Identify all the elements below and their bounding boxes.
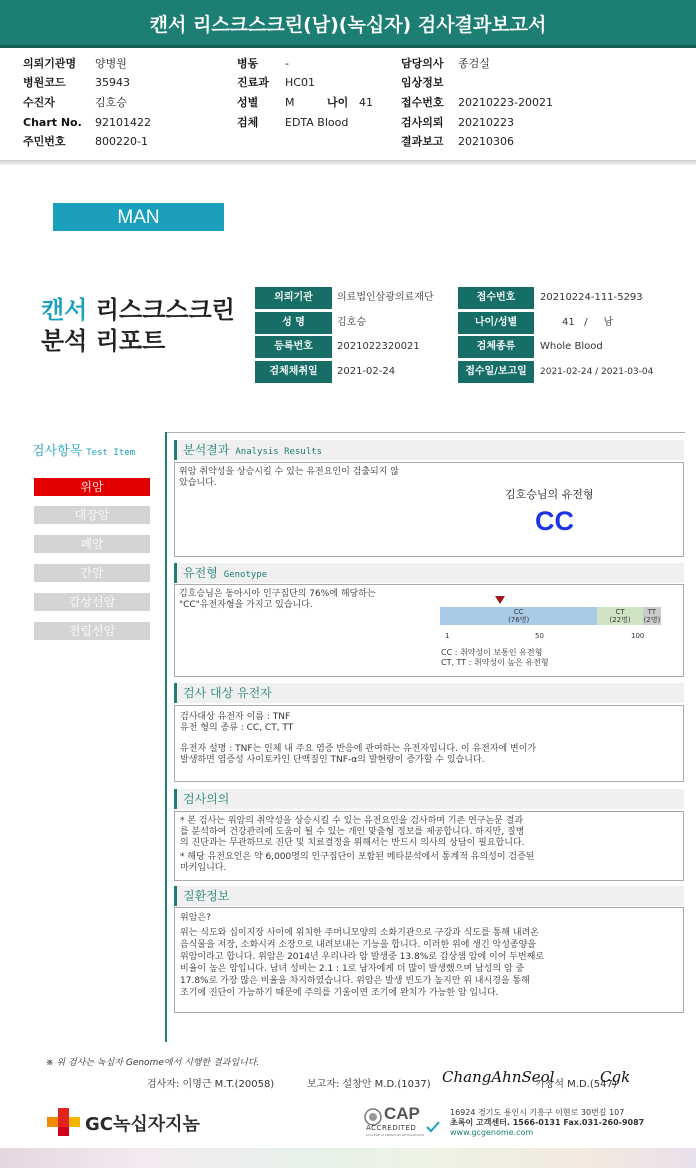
content-divider <box>165 432 167 1042</box>
examiner-sign: 검사자: 이명근 M.T.(20058) <box>147 1079 275 1090</box>
report-subtitle: 분석 리포트 <box>41 327 166 355</box>
ht-value-specimen: Whole Blood <box>540 341 603 352</box>
significance-line-5: 마커입니다. <box>180 863 227 873</box>
ht-label-age-sex: 나이/성별 <box>458 312 534 334</box>
bar-segment-ct: CT (22명) <box>597 607 643 625</box>
analysis-text-1: 위암 취약성을 상승시킬 수 있는 유전요인이 검출되지 않 <box>179 467 399 477</box>
genotype-result: CC <box>535 506 574 536</box>
checkmark-icon <box>426 1121 440 1133</box>
disease-line-2: 음식물을 저장, 소화시켜 소장으로 내려보내는 기능을 합니다. 이러한 위에 생긴 악성종양을 <box>180 940 537 950</box>
info-doctor: 담당의사 종검실 <box>401 57 490 70</box>
approver-sign: 기창석 M.D.(547) <box>535 1079 617 1090</box>
disease-line-5: 17.8%로 가장 많은 비율을 차지하였습니다. 위암은 발생 빈도가 높지만 위 내시경을 통해 <box>180 976 530 986</box>
cap-accredited-logo: CAP ACCREDITED COLLEGE of AMERICAN PATHOLOGISTS <box>364 1106 444 1140</box>
info-receipt-no: 접수번호 20210223-20021 <box>401 96 553 109</box>
ht-value-age-sex: 41 / 남 <box>562 317 614 328</box>
sidebar-title: 검사항목 Test Item <box>32 444 136 459</box>
disease-line-4: 비율이 높은 암입니다. 남녀 성비는 2.1 : 1로 남자에게 더 많이 발생했으며 남성의 암 중 <box>180 964 525 974</box>
genotype-text-2: "CC"유전자형을 가지고 있습니다. <box>179 600 313 610</box>
info-hospital-name: 의뢰기관명 양병원 <box>23 57 127 70</box>
info-resident-no: 주민번호 800220-1 <box>23 135 148 148</box>
info-hospital-code: 병원코드 35943 <box>23 76 130 89</box>
disease-line-6: 조기에 진단이 가능하기 때문에 주의를 기울이면 조기에 완치가 가능한 암 입니다. <box>180 988 499 998</box>
info-department: 진료과 HC01 <box>237 76 315 89</box>
disease-heading: 위암은? <box>180 913 211 923</box>
ht-value-name: 김호승 <box>337 317 366 328</box>
target-gene-line-4: 발생하면 염증성 사이토카인 단백질인 TNF-α의 발현량이 증가할 수 있습니다. <box>180 755 485 765</box>
scale-tick-50: 50 <box>535 632 544 640</box>
analysis-text-2: 았습니다. <box>179 478 217 488</box>
bar-segment-cc: CC (76명) <box>440 607 597 625</box>
ht-label-institution: 의뢰기관 <box>255 287 332 309</box>
genotype-marker-icon <box>495 596 505 604</box>
info-clinical: 임상정보 <box>401 76 444 89</box>
disease-line-1: 위는 식도와 십이지장 사이에 위치한 주머니모양의 소화기관으로 구강과 식도를 통해 내려온 <box>180 928 539 938</box>
info-chart-no: Chart No. 92101422 <box>23 116 151 129</box>
ht-label-specimen: 검체종류 <box>458 336 534 358</box>
disease-line-3: 위암이라고 합니다. 위암은 2014년 우리나라 암 발생중 13.8%로 갑상샘 암에 이어 두번째로 <box>180 952 545 962</box>
info-ward: 병동 - <box>237 57 289 70</box>
ht-value-collect-date: 2021-02-24 <box>337 366 396 377</box>
gc-logo-text: GC녹십자지놈 <box>85 1114 200 1135</box>
section-target-gene-header: 검사 대상 유전자 <box>174 683 684 703</box>
info-report-date: 결과보고 20210306 <box>401 135 514 148</box>
target-gene-line-2: 유전 형의 종류 : CC, CT, TT <box>180 723 294 733</box>
significance-line-1: * 본 검사는 위암의 취약성을 상승시킬 수 있는 유전요인을 검사하며 기존 연구논문 결과 <box>180 816 524 826</box>
target-gene-line-3: 유전자 설명 : TNF는 인체 내 주요 염증 반응에 관여하는 유전자입니다. 이 유전자에 변이가 <box>180 744 537 754</box>
info-specimen: 검체 EDTA Blood <box>237 116 349 129</box>
gc-genome-logo <box>47 1108 237 1136</box>
scale-tick-1: 1 <box>445 632 450 640</box>
significance-line-3: 의 진단과는 무관하므로 진단 및 치료결정을 위해서는 반드시 의사의 상담이 필요합니다. <box>180 838 525 848</box>
info-request-date: 검사의뢰 20210223 <box>401 116 514 129</box>
ht-value-regno: 2021022320021 <box>337 341 420 352</box>
report-title: 캔서 리스크스크린 <box>41 296 235 324</box>
section-disease-header: 질환정보 <box>174 886 684 906</box>
section-analysis-header: 분석결과 Analysis Results <box>174 440 684 460</box>
ht-value-institution: 의료법인삼광의료재단 <box>337 292 434 303</box>
section-genotype-header: 유전형 Genotype <box>174 563 684 583</box>
gender-label: MAN <box>53 203 224 231</box>
sidebar-item-lung[interactable]: 폐암 <box>34 535 150 553</box>
sidebar-item-prostate[interactable]: 전립선암 <box>34 622 150 640</box>
ht-label-name: 성 명 <box>255 312 332 334</box>
significance-line-2: 를 분석하여 건강관리에 도움이 될 수 있는 개인 맞춤형 정보를 제공합니다. 하지만, 질병 <box>180 827 525 837</box>
bar-segment-tt: TT (2명) <box>643 608 661 624</box>
genotype-caption: 김호승님의 유전형 <box>505 488 594 501</box>
decorative-strip <box>0 1148 696 1168</box>
sidebar-item-thyroid[interactable]: 갑상선암 <box>34 593 150 611</box>
scale-tick-100: 100 <box>631 632 645 640</box>
reporter-sign: 보고자: 설창안 M.D.(1037) <box>307 1079 431 1090</box>
ht-label-regno: 등록번호 <box>255 336 332 358</box>
ht-label-dates: 접수일/보고일 <box>458 361 534 383</box>
sidebar-item-liver[interactable]: 간암 <box>34 564 150 582</box>
address-block: 16924 경기도 용인시 기흥구 이현로 30번길 107 초록이 고객센터. 1566-0131 Fax.031-260-9087 www.gcgenome.com <box>450 1108 645 1137</box>
ht-value-receipt: 20210224-111-5293 <box>540 292 643 303</box>
section-significance-header: 검사의의 <box>174 789 684 809</box>
report-title-bar: 캔서 리스크스크린(남)(녹십자) 검사결과보고서 <box>0 0 696 48</box>
ht-label-collect-date: 검체채취일 <box>255 361 332 383</box>
divider <box>0 160 696 166</box>
info-patient-name: 수진자 김호승 <box>23 96 127 109</box>
footer-note: ※ 위 검사는 녹십자 Genome에서 시행한 결과입니다. <box>46 1058 260 1068</box>
info-sex: 성별 M <box>237 96 295 109</box>
ht-value-dates: 2021-02-24 / 2021-03-04 <box>540 367 654 377</box>
approver-signature: Cgk <box>600 1068 631 1086</box>
info-age: 나이 41 <box>327 96 373 109</box>
content-top-line <box>165 432 685 433</box>
genotype-text-1: 김호승님은 동아시아 인구집단의 76%에 해당하는 <box>179 589 376 599</box>
gc-cross-icon <box>47 1108 81 1136</box>
sidebar-item-colon[interactable]: 대장암 <box>34 506 150 524</box>
genotype-legend-1: CC : 취약성이 보통인 유전형 <box>441 648 543 657</box>
ht-label-receipt: 접수번호 <box>458 287 534 309</box>
reporter-signature: ChangAhnSeol <box>442 1068 555 1086</box>
genotype-legend-2: CT, TT : 취약성이 높은 유전형 <box>441 658 549 667</box>
significance-line-4: * 해당 유전요인은 약 6,000명의 인구집단이 포함된 메타분석에서 통계적 유의성이 검증된 <box>180 852 535 862</box>
sidebar-item-stomach[interactable]: 위암 <box>34 478 150 496</box>
target-gene-line-1: 검사대상 유전자 이름 : TNF <box>180 712 291 722</box>
